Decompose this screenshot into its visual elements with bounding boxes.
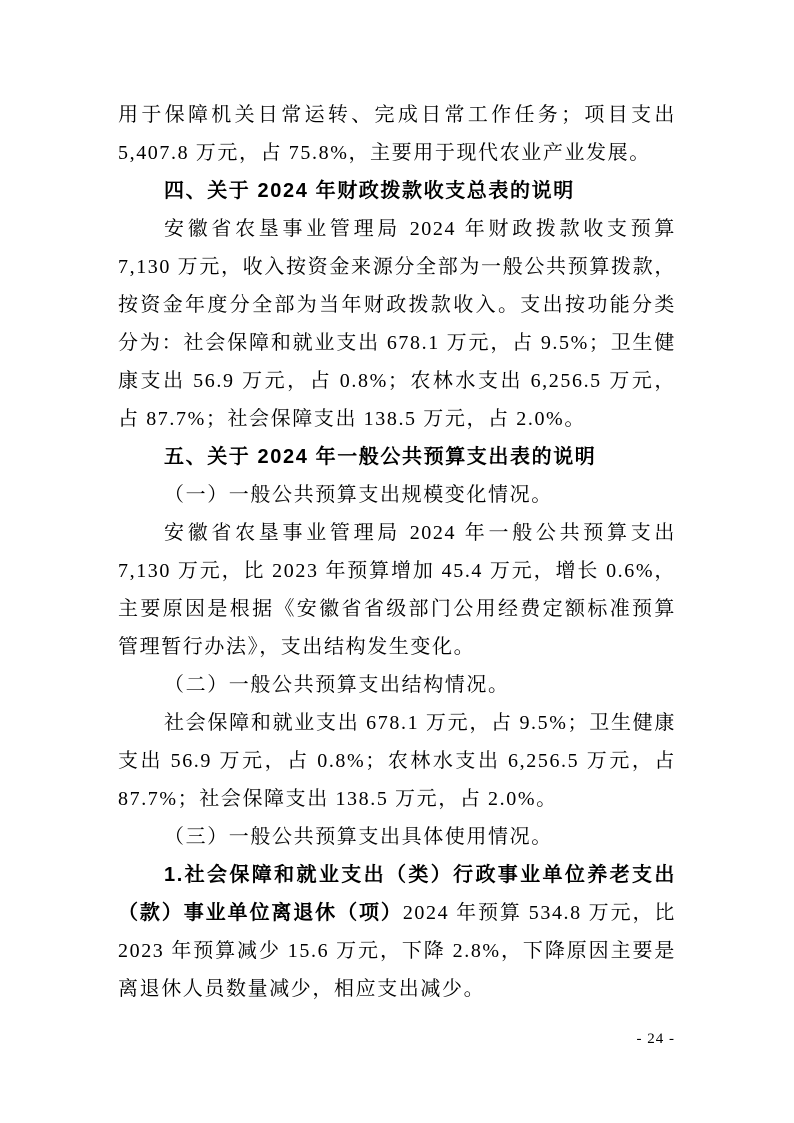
section-heading-5-general-public-budget: 五、关于 2024 年一般公共预算支出表的说明 [164, 446, 597, 468]
subheading-2-expenditure-structure: （二）一般公共预算支出结构情况。 [164, 674, 510, 696]
paragraph-budget-scale-change: 安徽省农垦事业管理局 2024 年一般公共预算支出 7,130 万元，比 2023 年预算增加 45.4 万元，增长 0.6%，主要原因是根据《安徽省省级部门公用经费定额标准预算管理暂行办法》，支出结构发生变化。 [118, 522, 676, 658]
document-body [118, 96, 676, 1008]
paragraph-social-security-retirement [118, 856, 676, 1008]
footer-page-number: - 24 - [636, 1031, 675, 1047]
paragraph-social-security-retirement-detail: 2024 年预算 534.8 万元，比 2023 年预算减少 15.6 万元，下降 2.8%，下降原因主要是离退休人员数量减少，相应支出减少。 [118, 902, 676, 1000]
paragraph-social-security-retirement-lead: 1.社会保障和就业支出（类）行政事业单位养老支出（款）事业单位离退休（项） [118, 864, 676, 924]
paragraph-project-expenditure: 用于保障机关日常运转、完成日常工作任务；项目支出 5,407.8 万元，占 75.8%，主要用于现代农业产业发展。 [118, 104, 676, 164]
subheading-1-scale-change: （一）一般公共预算支出规模变化情况。 [164, 484, 553, 506]
paragraph-fiscal-appropriation-detail: 安徽省农垦事业管理局 2024 年财政拨款收支预算 7,130 万元，收入按资金来源分全部为一般公共预算拨款，按资金年度分全部为当年财政拨款收入。支出按功能分类分为：社会保障和就业支出 678.1 万元，占 9.5%；卫生健康支出 56.9 万元，占 0.8%；农林水支出 6,256.5 万元，占 87.7%；社会保障支出 138.5 万元，占 2.0%。 [118, 218, 676, 430]
section-heading-4-fiscal-appropriation-summary: 四、关于 2024 年财政拨款收支总表的说明 [164, 180, 575, 202]
paragraph-expenditure-structure: 社会保障和就业支出 678.1 万元，占 9.5%；卫生健康支出 56.9 万元，占 0.8%；农林水支出 6,256.5 万元，占 87.7%；社会保障支出 138.5 万元，占 2.0%。 [118, 712, 676, 810]
subheading-3-specific-usage: （三）一般公共预算支出具体使用情况。 [164, 826, 553, 848]
